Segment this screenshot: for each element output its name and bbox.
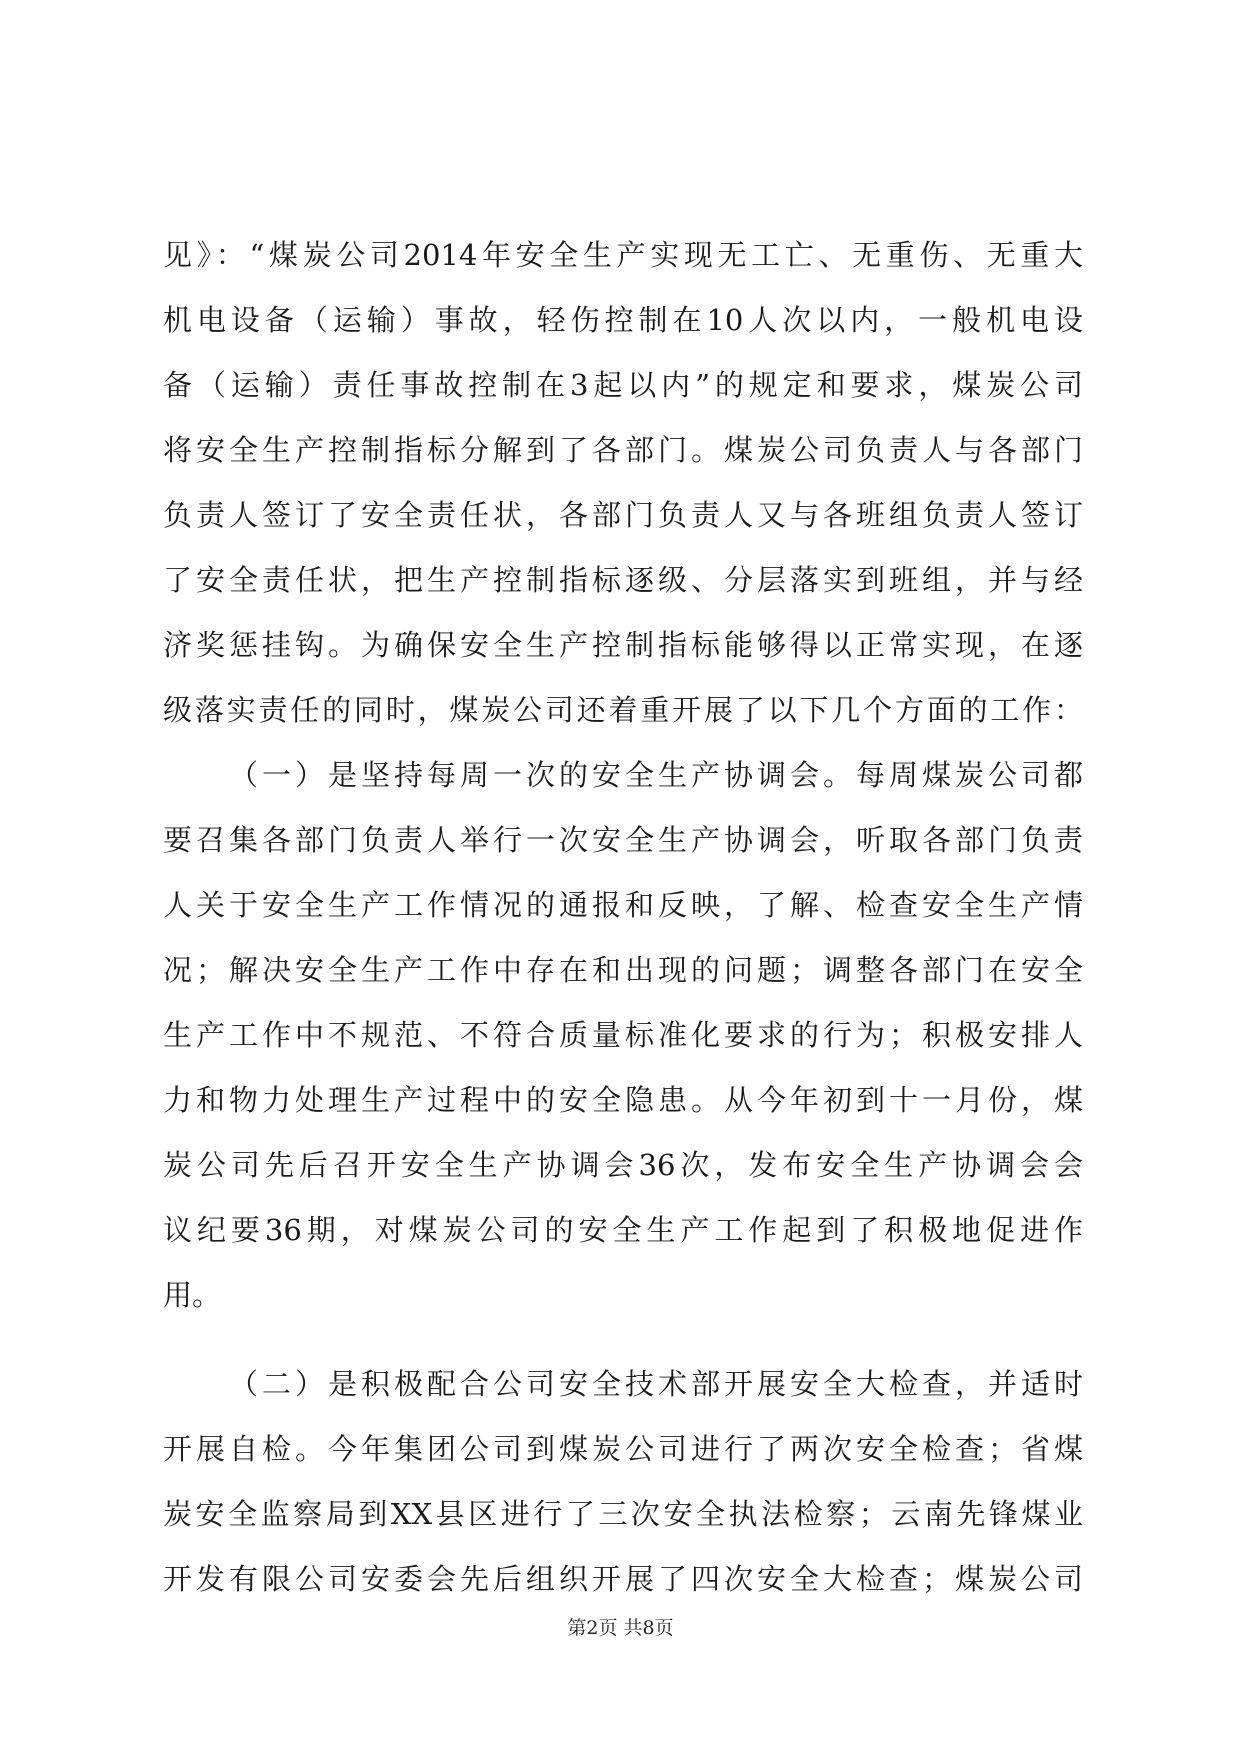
text-line: （一）是坚持每周一次的安全生产协调会。每周煤炭公司都 — [229, 758, 1083, 792]
text-line: 负责人签订了安全责任状，各部门负责人又与各班组负责人签订 — [163, 498, 1083, 532]
text-line: 济奖惩挂钩。为确保安全生产控制指标能够得以正常实现，在逐 — [163, 628, 1083, 662]
text-line: 人关于安全生产工作情况的通报和反映，了解、检查安全生产情 — [163, 888, 1083, 922]
text-line: 议纪要36期，对煤炭公司的安全生产工作起到了积极地促进作 — [163, 1213, 1083, 1247]
document-body — [163, 223, 1083, 1612]
text-line: 开发有限公司安委会先后组织开展了四次安全大检查；煤炭公司 — [163, 1562, 1083, 1596]
text-line: 将安全生产控制指标分解到了各部门。煤炭公司负责人与各部门 — [163, 433, 1083, 467]
text-line: 炭安全监察局到XX县区进行了三次安全执法检察；云南先锋煤业 — [163, 1497, 1083, 1531]
text-line: 见》：“煤炭公司2014年安全生产实现无工亡、无重伤、无重大 — [163, 238, 1083, 272]
text-line: （二）是积极配合公司安全技术部开展安全大检查，并适时 — [229, 1367, 1083, 1401]
text-line: 要召集各部门负责人举行一次安全生产协调会，听取各部门负责 — [163, 823, 1083, 857]
page-number-footer: 第2页 共8页 — [567, 1617, 674, 1639]
text-line: 况；解决安全生产工作中存在和出现的问题；调整各部门在安全 — [163, 953, 1083, 987]
text-line: 力和物力处理生产过程中的安全隐患。从今年初到十一月份，煤 — [163, 1083, 1083, 1117]
paragraph-1 — [163, 223, 1083, 743]
paragraph-spacing — [163, 1328, 1083, 1352]
text-line: 备（运输）责任事故控制在3起以内”的规定和要求，煤炭公司 — [163, 368, 1083, 402]
text-line: 开展自检。今年集团公司到煤炭公司进行了两次安全检查；省煤 — [163, 1432, 1083, 1466]
text-line: 级落实责任的同时，煤炭公司还着重开展了以下几个方面的工作： — [163, 693, 1083, 727]
text-line: 生产工作中不规范、不符合质量标准化要求的行为；积极安排人 — [163, 1018, 1083, 1052]
text-line: 炭公司先后召开安全生产协调会36次，发布安全生产协调会会 — [163, 1148, 1083, 1182]
paragraph-2 — [163, 743, 1083, 1328]
text-line: 机电设备（运输）事故，轻伤控制在10人次以内，一般机电设 — [163, 303, 1083, 337]
text-line: 用。 — [163, 1278, 222, 1312]
paragraph-3 — [163, 1352, 1083, 1612]
text-line: 了安全责任状，把生产控制指标逐级、分层落实到班组，并与经 — [163, 563, 1083, 597]
